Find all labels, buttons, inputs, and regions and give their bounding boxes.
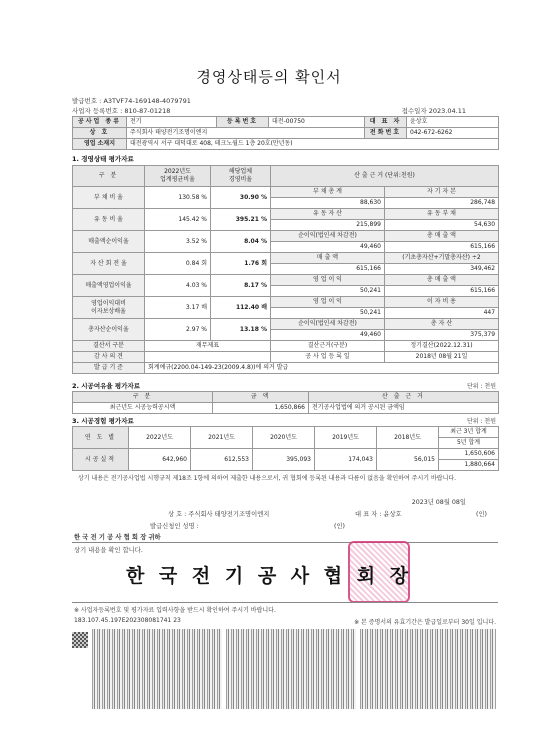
experience-year-3: 2020년도 (253, 427, 315, 449)
experience-year-4: 2019년도 (315, 427, 377, 449)
ratio-label-line: 부 채 비 율 (94, 193, 123, 201)
ratio-row (73, 231, 499, 242)
management-ratio-table (72, 165, 499, 374)
business-registration-number: 사업자 등록번호 : 810-87-01218 (72, 107, 171, 115)
applicant-issuer-label: 발급신청인 성명 : (150, 523, 199, 530)
registration-number-value: 대전-00750 (269, 117, 365, 128)
experience-year-1: 2022년도 (129, 427, 191, 449)
ratio-basis-denominator-value: 286,748 (385, 198, 499, 209)
ratio-label (73, 209, 145, 231)
ratio-basis-denominator-value: 615,166 (385, 242, 499, 253)
ratio-basis-denominator-label: 총 매 출 액 (385, 231, 499, 242)
ratio-header-company-a: 해당업체 (228, 168, 253, 175)
ratio-company-value: 112.40 배 (211, 297, 271, 319)
ratio-industry-average: 3.17 배 (145, 297, 211, 319)
confirmation-text: 상기 내용을 확인 합니다. (74, 547, 143, 554)
ratio-basis-numerator-value: 49,460 (271, 330, 385, 341)
ratio-label-line: 매출액영업이익율 (85, 281, 132, 289)
ratio-basis-numerator-value: 50,241 (271, 286, 385, 297)
phone-value: 042-672-6262 (407, 128, 499, 139)
ratio-header-industry-avg (145, 166, 211, 187)
experience-header-total5: 5년 합계 (439, 438, 499, 449)
ratio-basis-denominator-label: 유 동 부 채 (385, 209, 499, 220)
ratio-label-line: 총자산순이익율 (88, 325, 129, 333)
document-barcode-3 (360, 629, 496, 709)
ratio-header-basis: 산 출 근 거 (단위:천원) (271, 166, 499, 187)
ratio-industry-average: 4.03 % (145, 275, 211, 297)
ratio-basis-numerator-label: 부 채 총 계 (271, 187, 385, 198)
margin-row-label: 최근년도 시공능력공시액 (73, 403, 213, 414)
addressee: 한 국 전 기 공 사 협 회 장 귀하 (74, 534, 161, 541)
experience-year-5: 2018년도 (377, 427, 439, 449)
applicant-seal: (인) (476, 511, 487, 518)
business-type-value: 전기 (127, 117, 217, 128)
issue-number: 발급번호 : A3TVF74-169148-4079791 (72, 97, 191, 105)
ratio-label-line: 유 동 비 율 (94, 215, 123, 223)
ratio-company-value: 8.04 % (211, 231, 271, 253)
business-type-label: 공사업 종류 (73, 117, 127, 128)
margin-header-basis: 산 출 근 거 (309, 392, 499, 403)
ratio-industry-average: 3.52 % (145, 231, 211, 253)
representative-value: 윤상호 (407, 117, 499, 128)
footer-validity: ※ 본 증명서의 유효기간은 발급일로부터 30일 입니다. (354, 619, 496, 626)
footer-divider (72, 602, 498, 603)
ratio-basis-denominator-label: (기초총자산+기말총자산) ÷2 (385, 253, 499, 264)
ratio-basis-numerator-label: 영 업 이 익 (271, 275, 385, 286)
ratio-basis-numerator-label: 매 출 액 (271, 253, 385, 264)
ratio-basis-numerator-value: 88,630 (271, 198, 385, 209)
section1-title: 1. 경영상태 평가자료 (72, 155, 134, 163)
audit-opinion-label: 감 사 의 견 (73, 352, 145, 363)
margin-row-basis: 전기공사업법에 의거 공시된 금액임 (309, 403, 499, 414)
ratio-basis-numerator-label: 영 업 이 익 (271, 297, 385, 308)
ratio-company-value: 1.76 회 (211, 253, 271, 275)
ratio-label (73, 275, 145, 297)
experience-header-label: 연 도 별 (73, 427, 129, 449)
ratio-label-line: 매출액순이익율 (88, 237, 129, 245)
ratio-basis-denominator-label: 총 매 출 액 (385, 275, 499, 286)
divider-line (72, 542, 498, 543)
section2-unit: 단위 : 천원 (466, 383, 496, 390)
footer-note: ※ 사업자등록번호 및 평가자료 입력사항을 받드시 확인하여 주시기 바랍니다. (74, 607, 276, 614)
ratio-label (73, 319, 145, 341)
ratio-basis-numerator-value: 49,460 (271, 242, 385, 253)
footer-reference: 183.107.45.197E202308081741 23 (74, 617, 181, 624)
ratio-row (73, 253, 499, 264)
ratio-basis-numerator-label: 순이익(법인세 차감전) (271, 231, 385, 242)
applicant-issuer-seal: (인) (334, 523, 345, 530)
ratio-label (73, 253, 145, 275)
ratio-label (73, 231, 145, 253)
margin-header-category: 구 분 (73, 392, 213, 403)
settlement-type-value: 재무제표 (145, 341, 271, 352)
ratio-company-value: 30.90 % (211, 187, 271, 209)
ratio-basis-denominator-value: 447 (385, 308, 499, 319)
address-value: 대전광역시 서구 대덕대로 408, 테크노월드 1층 20호(만년동) (127, 139, 499, 150)
registration-number-label: 등록번호 (217, 117, 269, 128)
ratio-header-year: 2022년도 (164, 168, 191, 175)
ratio-row (73, 209, 499, 220)
construction-experience-table (72, 426, 499, 471)
ratio-basis-denominator-value: 54,630 (385, 220, 499, 231)
experience-value-4: 174,043 (315, 449, 377, 471)
ratio-row (73, 187, 499, 198)
ratio-label (73, 297, 145, 319)
ratio-company-value: 395.21 % (211, 209, 271, 231)
document-barcode-2 (226, 629, 356, 709)
company-name-value: 주식회사 태양전기조명이엔지 (127, 128, 365, 139)
ratio-header-industry-ratio: 업계평균비율 (160, 176, 195, 183)
ratio-header-company-b: 경영비율 (228, 176, 253, 183)
qr-code-icon (72, 632, 88, 648)
ratio-basis-denominator-value: 615,166 (385, 286, 499, 297)
ratio-basis-denominator-label: 총 자 산 (385, 319, 499, 330)
experience-value-1: 642,960 (129, 449, 191, 471)
experience-value-3: 395,093 (253, 449, 315, 471)
ratio-basis-denominator-value: 349,462 (385, 264, 499, 275)
document-barcode-1 (92, 629, 222, 709)
applicant-company: 상 호 : 주식회사 태양전기조명이엔지 (168, 511, 270, 518)
margin-row-amount: 1,650,866 (213, 403, 309, 414)
registration-date-label: 공 사 업 등 록 일 (271, 352, 385, 363)
receipt-date: 접수일자 2023.04.11 (401, 107, 466, 115)
ratio-industry-average: 0.84 회 (145, 253, 211, 275)
margin-header-amount: 금 액 (213, 392, 309, 403)
ratio-company-value: 8.17 % (211, 275, 271, 297)
ratio-label (73, 187, 145, 209)
ratio-row (73, 297, 499, 308)
address-label: 영업 소재지 (73, 139, 127, 150)
registration-date-value: 2018년 08월 21일 (385, 352, 499, 363)
settlement-basis-value: 정기결산(2022.12.31) (385, 341, 499, 352)
issue-basis-label: 발 급 기 준 (73, 363, 145, 374)
company-info-table (72, 116, 499, 150)
section3-title: 3. 시공경험 평가자료 (72, 417, 134, 425)
representative-label: 대 표 자 (365, 117, 407, 128)
ratio-basis-numerator-value: 215,899 (271, 220, 385, 231)
company-name-label: 상 호 (73, 128, 127, 139)
ratio-basis-numerator-label: 순이익(법인세 차감전) (271, 319, 385, 330)
experience-sum3: 1,650,606 (439, 449, 499, 460)
experience-value-2: 612,553 (191, 449, 253, 471)
construction-margin-table (72, 391, 499, 414)
ratio-basis-denominator-value: 375,379 (385, 330, 499, 341)
ratio-row (73, 319, 499, 330)
ratio-basis-denominator-label: 자 기 자 본 (385, 187, 499, 198)
ratio-header-company (211, 166, 271, 187)
experience-sum5: 1,880,664 (439, 460, 499, 471)
ratio-label-line: 자 산 회 전 율 (90, 259, 127, 267)
ratio-basis-numerator-label: 유 동 자 산 (271, 209, 385, 220)
settlement-type-label: 결산서 구분 (73, 341, 145, 352)
ratio-industry-average: 2.97 % (145, 319, 211, 341)
document-title: 경영상태등의 확인서 (196, 68, 342, 86)
section3-unit: 단위 : 천원 (466, 418, 496, 425)
ratio-label-line-2: 이자보상배율 (91, 307, 126, 315)
ratio-basis-denominator-label: 이 자 비 용 (385, 297, 499, 308)
settlement-basis-label: 결산근거(구분) (271, 341, 385, 352)
issuer-name: 한 국 전 기 공 사 협 회 장 (125, 565, 413, 587)
ratio-header-category: 구 분 (73, 166, 145, 187)
ratio-label-line: 영업이익대비 (91, 299, 126, 307)
section2-title: 2. 시공여유율 평가자료 (72, 382, 141, 390)
issue-basis-value: 회계예규(2200.04-149-23(2009.4.8))에 의거 발급 (145, 363, 499, 374)
ratio-rows (73, 187, 499, 341)
experience-header-recent3: 최근 3년 합계 (439, 427, 499, 438)
ratio-basis-numerator-value: 615,166 (271, 264, 385, 275)
experience-row-label: 시공실적 (73, 449, 129, 471)
ratio-company-value: 13.18 % (211, 319, 271, 341)
ratio-industry-average: 130.58 % (145, 187, 211, 209)
confirmation-notice: 상기 내용은 전기공사업법 시행규칙 제18조 1항에 의하여 제출한 내용으로서, 귀 협회에 등록된 내용과 다름이 없음을 확인하여 주시기 바랍니다. (78, 475, 457, 482)
experience-year-2: 2021년도 (191, 427, 253, 449)
ratio-row (73, 275, 499, 286)
phone-label: 전화번호 (365, 128, 407, 139)
applicant-date: 2023년 08월 08일 (411, 499, 466, 506)
audit-opinion-value (145, 352, 271, 363)
ratio-basis-numerator-value: 50,241 (271, 308, 385, 319)
ratio-industry-average: 145.42 % (145, 209, 211, 231)
applicant-representative: 대 표 자 : 윤상호 (355, 511, 402, 518)
experience-value-5: 56,015 (377, 449, 439, 471)
